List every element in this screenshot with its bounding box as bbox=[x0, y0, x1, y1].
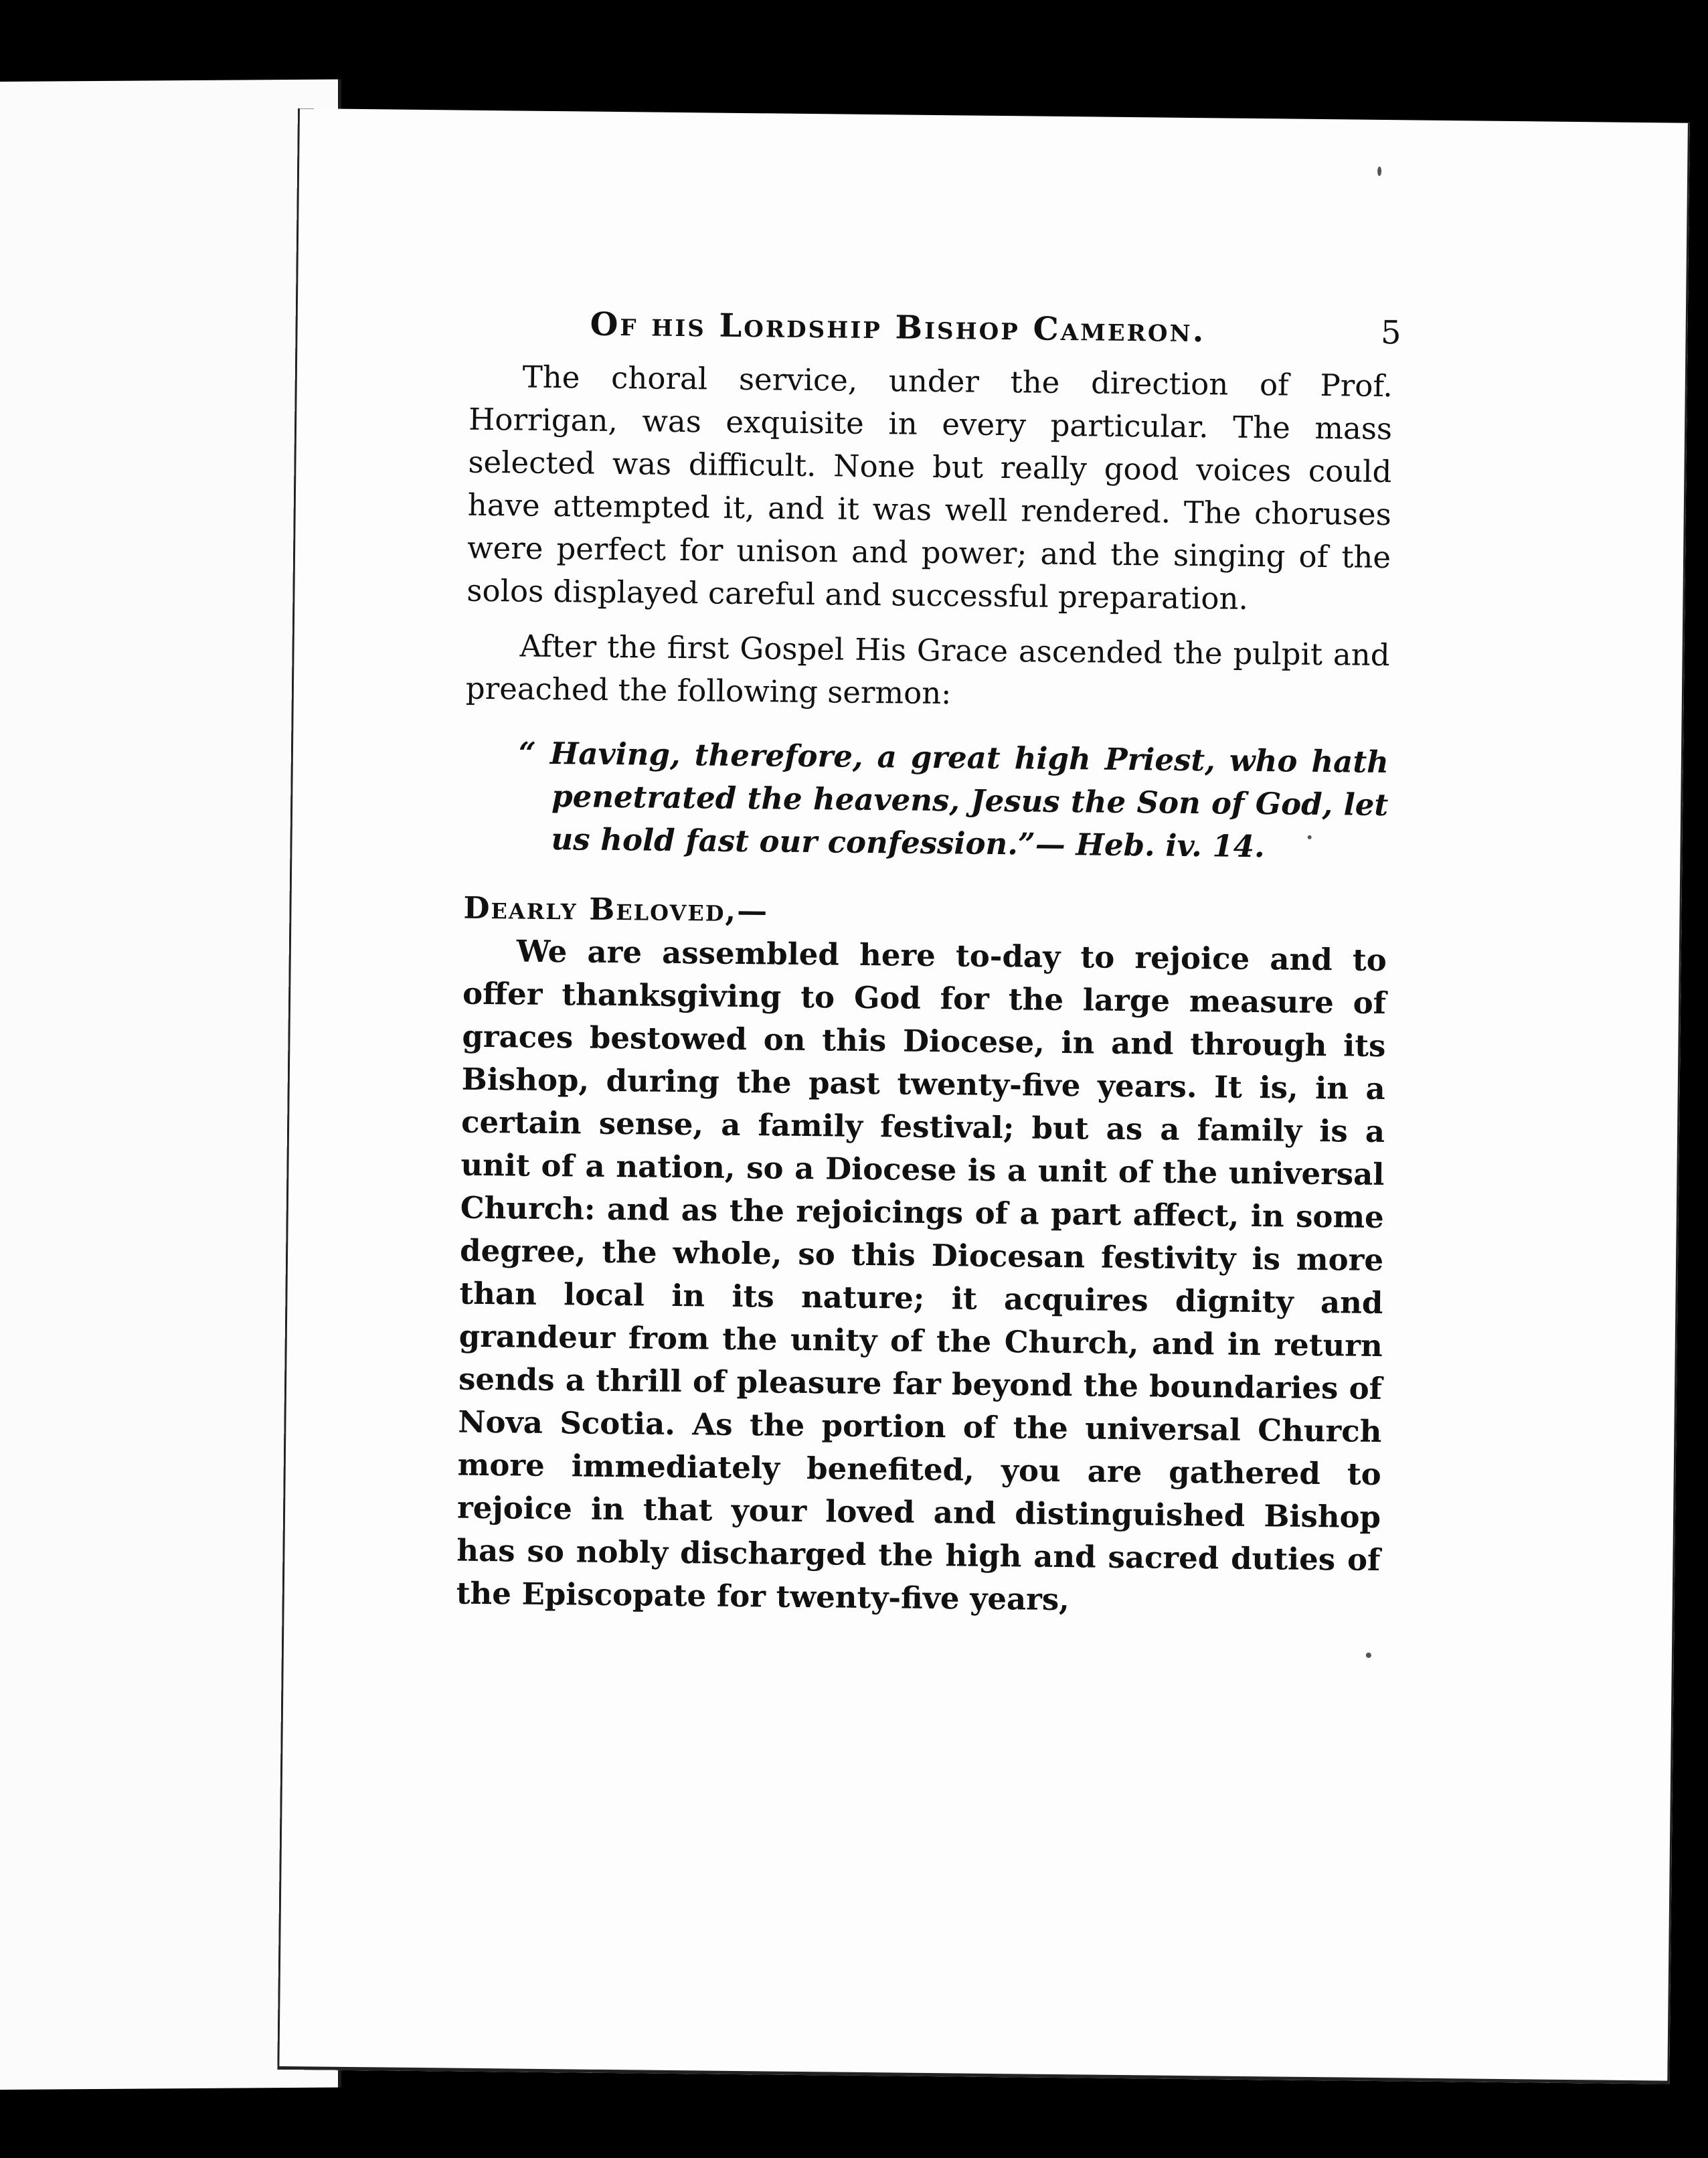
page-number: 5 bbox=[1380, 313, 1403, 352]
running-head-title: Of his Lordship Bishop Cameron. bbox=[590, 305, 1206, 350]
dust-speck bbox=[1308, 835, 1312, 839]
sermon-salutation: Dearly Beloved,— bbox=[463, 890, 769, 929]
book-page bbox=[277, 108, 1690, 2084]
paragraph-sermon-opening: We are assembled here to-day to rejoice and to offer thanksgiving to God for the large measure of graces bestowed on this Diocese, in and through its Bishop, during the past twenty-five years. It is, in a certain sense, a family festival; but as a family is a unit of a nation, so a Diocese is a unit of the universal Church: and as the rejoicings of a part affect, in some degree, the whole, so this Diocesan festivity is more than local in its nature; it acquires dignity and grandeur from the unity of the Church, and in return sends a thrill of pleasure far beyond the boundaries of Nova Scotia. As the portion of the universal Church more immediately benefited, you are gathered to rejoice in that your loved and distinguished Bishop has so nobly discharged the high and sacred duties of the Episcopate for twenty-five years, bbox=[456, 933, 1387, 1618]
page-content bbox=[456, 305, 1403, 1625]
dust-speck bbox=[1377, 167, 1381, 176]
dust-speck bbox=[1366, 1653, 1371, 1658]
scripture-epigraph: “ Having, therefore, a great high Priest, who hath penetrated the heavens, Jesus the Son of God, let us hold fast our confession.”— Heb. iv. 14. bbox=[518, 735, 1389, 865]
paragraph-first-gospel: After the first Gospel His Grace ascended the pulpit and preached the following sermon: bbox=[465, 628, 1390, 712]
running-head bbox=[469, 305, 1403, 361]
paragraph-choral-service: The choral service, under the direction of Prof. Horrigan, was exquisite in every particular. The mass selected was difficult. None but really good voices could have attempted it, and it was well rendered. The choruses were perfect for unison and power; and the singing of the solos displayed careful and successful preparation. bbox=[466, 359, 1393, 616]
